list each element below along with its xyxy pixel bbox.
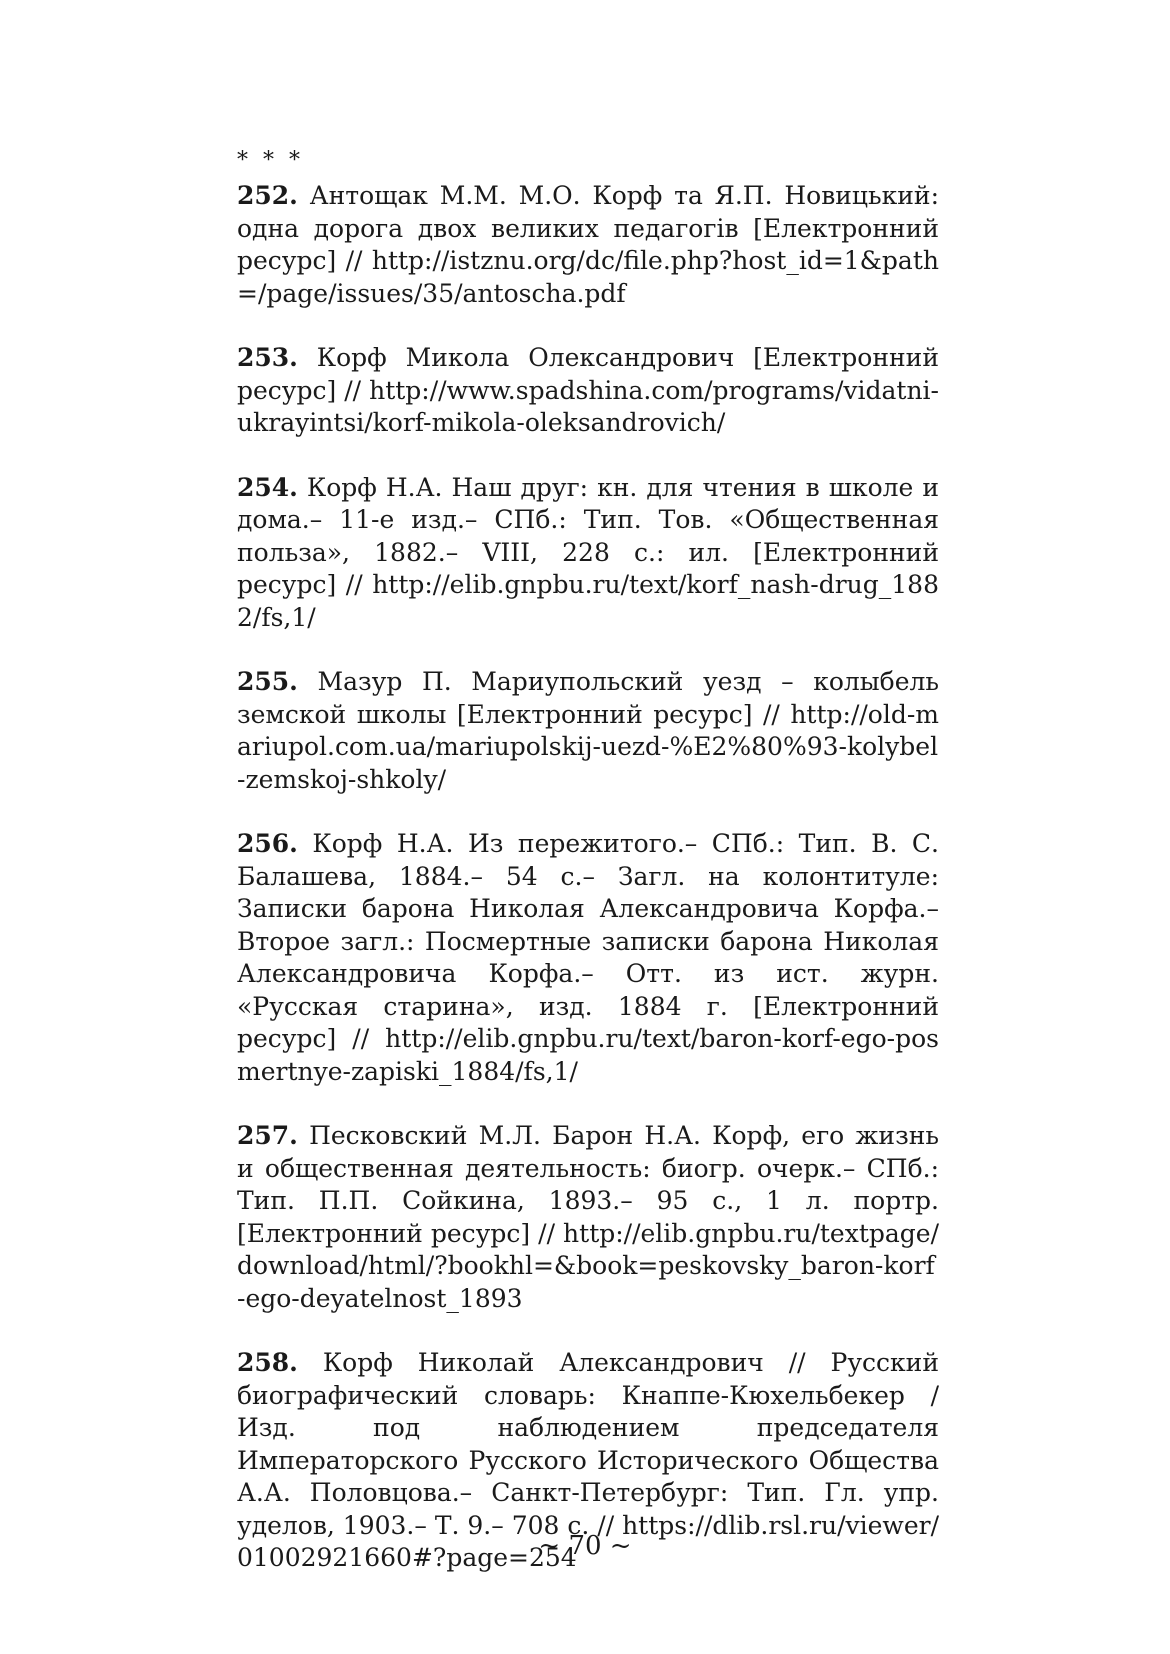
entry-url-link[interactable]: http://old-mariupol.com.ua/mariupolskij-uezd-%E2%80%93-kolybel-zemskoj-shkoly/ (237, 699, 939, 794)
entry-number: 255. (237, 667, 298, 696)
entry-url-link[interactable]: http://www.spadshina.com/programs/vidatni-ukrayintsi/korf-mikola-oleksandrovich/ (237, 375, 939, 437)
entry-number: 254. (237, 472, 298, 502)
entry-number: 253. (237, 343, 298, 372)
entry-text: Корф Н.А. Наш друг: кн. для чтения в школе и дома.– 11-е изд.– СПб.: Тип. Тов. «Общественная польза», 1882.– VIII, 228 с.: ил. [Електронний ресурс] // (237, 472, 939, 599)
section-separator: * * * (237, 148, 304, 173)
entry-url-link[interactable]: http://elib.gnpbu.ru/text/baron-korf-ego-posmertnye-zapiski_1884/fs,1/ (237, 1024, 939, 1086)
page-number: ~ 70 ~ (538, 1531, 632, 1561)
entry-number: 257. (237, 1121, 298, 1150)
entry-text: Корф Микола Олександрович [Електронний ресурс] // (237, 343, 939, 405)
entry-text: Песковский М.Л. Барон Н.А. Корф, его жизнь и общественная деятельность: биогр. очерк.– СПб.: Тип. П.П. Сойкина, 1893.– 95 с., 1 л. портр. [Електронний ресурс] // (237, 1121, 939, 1248)
entry-url-link[interactable]: http://elib.gnpbu.ru/text/korf_nash-drug_1882/fs,1/ (237, 570, 939, 632)
entry-url-link[interactable]: http://elib.gnpbu.ru/textpage/download/html/?bookhl=&book=peskovsky_baron-korf-ego-deyatelnost_1893 (237, 1218, 939, 1313)
entry-text: Мазур П. Мариупольский уезд – колыбель земской школы [Електронний ресурс] // (237, 667, 939, 729)
entry-url-link[interactable]: http://istznu.org/dc/file.php?host_id=1&path=/page/issues/35/antoscha.pdf (237, 246, 939, 308)
entry-number: 256. (237, 829, 298, 858)
bibliography-entry-252 (237, 180, 939, 310)
bibliography-entry-256 (237, 828, 939, 1088)
bibliography-entry-257 (237, 1120, 939, 1315)
entry-url-link[interactable]: https://dlib.rsl.ru/viewer/01002921660#?page=254 (237, 1510, 939, 1572)
entry-number: 258. (237, 1348, 298, 1377)
entry-number: 252. (237, 181, 298, 210)
bibliography-entry-253 (237, 342, 939, 440)
bibliography-page (237, 150, 939, 1607)
entry-text: Антощак М.М. М.О. Корф та Я.П. Новицький: одна дорога двох великих педагогів [Електронний ресурс] // (237, 181, 939, 275)
entry-text: Корф Н.А. Из пережитого.– СПб.: Тип. В. С. Балашева, 1884.– 54 с.– Загл. на колонтитуле: Записки барона Николая Александровича Корфа.– Второе загл.: Посмертные записки барона Николая Александровича Корфа.– Отт. из ист. журн. «Русская старина», изд. 1884 г. [Електронний ресурс] // (237, 829, 939, 1053)
bibliography-entry-254 (237, 472, 939, 635)
bibliography-entry-255 (237, 666, 939, 796)
entry-text: Корф Николай Александрович // Русский биографический словарь: Кнаппе-Кюхельбекер / Изд. под наблюдением председателя Императорского Русского Исторического Общества А.А. Половцова.– Санкт-Петербург: Тип. Гл. упр. уделов, 1903.– Т. 9.– 708 с. // (237, 1348, 939, 1540)
